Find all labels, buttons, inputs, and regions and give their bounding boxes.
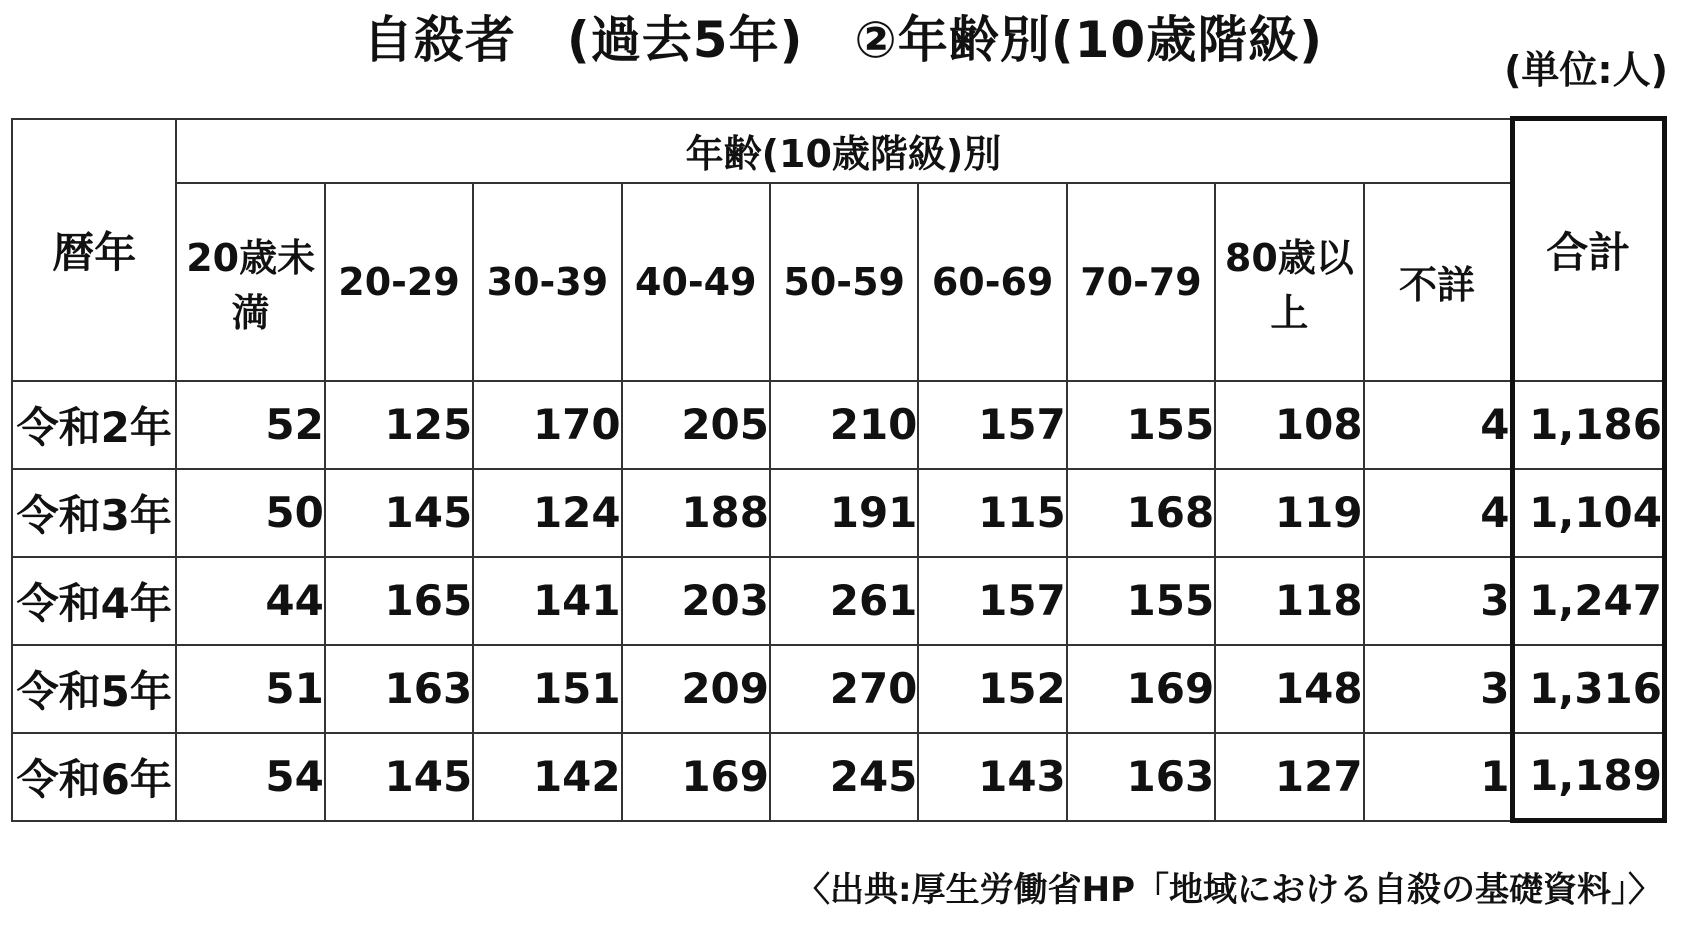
header-row-group bbox=[12, 119, 1665, 183]
value-cell: 1 bbox=[1364, 733, 1512, 821]
value-cell: 203 bbox=[622, 557, 770, 645]
value-cell: 152 bbox=[918, 645, 1066, 733]
value-cell: 141 bbox=[473, 557, 621, 645]
value-cell: 155 bbox=[1067, 557, 1215, 645]
total-cell: 1,186 bbox=[1512, 381, 1665, 469]
age-header-cell: 80歳以上 bbox=[1215, 183, 1363, 381]
value-cell: 168 bbox=[1067, 469, 1215, 557]
table-row bbox=[12, 557, 1665, 645]
value-cell: 151 bbox=[473, 645, 621, 733]
age-header-cell: 不詳 bbox=[1364, 183, 1512, 381]
age-header-cell: 60-69 bbox=[918, 183, 1066, 381]
year-cell: 令和4年 bbox=[12, 557, 176, 645]
value-cell: 142 bbox=[473, 733, 621, 821]
value-cell: 163 bbox=[325, 645, 473, 733]
total-cell: 1,247 bbox=[1512, 557, 1665, 645]
value-cell: 155 bbox=[1067, 381, 1215, 469]
total-cell: 1,104 bbox=[1512, 469, 1665, 557]
source-note: 〈出典:厚生労働省HP「地域における自殺の基礎資料」〉 bbox=[796, 870, 1662, 910]
page-title: 自殺者 (過去5年) ②年齢別(10歳階級) bbox=[362, 11, 1324, 69]
age-header-cell: 20歳未満 bbox=[176, 183, 324, 381]
value-cell: 3 bbox=[1364, 557, 1512, 645]
table-row bbox=[12, 645, 1665, 733]
age-group-header: 年齢(10歳階級)別 bbox=[176, 119, 1512, 183]
value-cell: 115 bbox=[918, 469, 1066, 557]
value-cell: 145 bbox=[325, 733, 473, 821]
year-cell: 令和2年 bbox=[12, 381, 176, 469]
value-cell: 191 bbox=[770, 469, 918, 557]
value-cell: 50 bbox=[176, 469, 324, 557]
table-row bbox=[12, 381, 1665, 469]
unit-label: (単位:人) bbox=[1504, 48, 1668, 92]
value-cell: 3 bbox=[1364, 645, 1512, 733]
value-cell: 118 bbox=[1215, 557, 1363, 645]
table-row bbox=[12, 469, 1665, 557]
total-cell: 1,316 bbox=[1512, 645, 1665, 733]
value-cell: 170 bbox=[473, 381, 621, 469]
value-cell: 52 bbox=[176, 381, 324, 469]
year-cell: 令和3年 bbox=[12, 469, 176, 557]
year-header: 暦年 bbox=[12, 119, 176, 381]
value-cell: 125 bbox=[325, 381, 473, 469]
value-cell: 127 bbox=[1215, 733, 1363, 821]
value-cell: 148 bbox=[1215, 645, 1363, 733]
value-cell: 270 bbox=[770, 645, 918, 733]
value-cell: 4 bbox=[1364, 381, 1512, 469]
value-cell: 145 bbox=[325, 469, 473, 557]
value-cell: 169 bbox=[622, 733, 770, 821]
value-cell: 124 bbox=[473, 469, 621, 557]
value-cell: 210 bbox=[770, 381, 918, 469]
year-cell: 令和5年 bbox=[12, 645, 176, 733]
total-header: 合計 bbox=[1512, 119, 1665, 381]
table-row bbox=[12, 733, 1665, 821]
value-cell: 54 bbox=[176, 733, 324, 821]
value-cell: 209 bbox=[622, 645, 770, 733]
value-cell: 108 bbox=[1215, 381, 1363, 469]
age-header-cell: 50-59 bbox=[770, 183, 918, 381]
value-cell: 4 bbox=[1364, 469, 1512, 557]
total-cell: 1,189 bbox=[1512, 733, 1665, 821]
age-header-cell: 40-49 bbox=[622, 183, 770, 381]
age-header-cell: 20-29 bbox=[325, 183, 473, 381]
value-cell: 245 bbox=[770, 733, 918, 821]
value-cell: 51 bbox=[176, 645, 324, 733]
value-cell: 165 bbox=[325, 557, 473, 645]
header-row-ages bbox=[12, 183, 1665, 381]
value-cell: 157 bbox=[918, 381, 1066, 469]
age-header-cell: 70-79 bbox=[1067, 183, 1215, 381]
value-cell: 188 bbox=[622, 469, 770, 557]
value-cell: 169 bbox=[1067, 645, 1215, 733]
value-cell: 157 bbox=[918, 557, 1066, 645]
value-cell: 143 bbox=[918, 733, 1066, 821]
value-cell: 261 bbox=[770, 557, 918, 645]
value-cell: 44 bbox=[176, 557, 324, 645]
value-cell: 205 bbox=[622, 381, 770, 469]
suicide-age-table bbox=[11, 116, 1667, 823]
value-cell: 163 bbox=[1067, 733, 1215, 821]
year-cell: 令和6年 bbox=[12, 733, 176, 821]
value-cell: 119 bbox=[1215, 469, 1363, 557]
age-header-cell: 30-39 bbox=[473, 183, 621, 381]
